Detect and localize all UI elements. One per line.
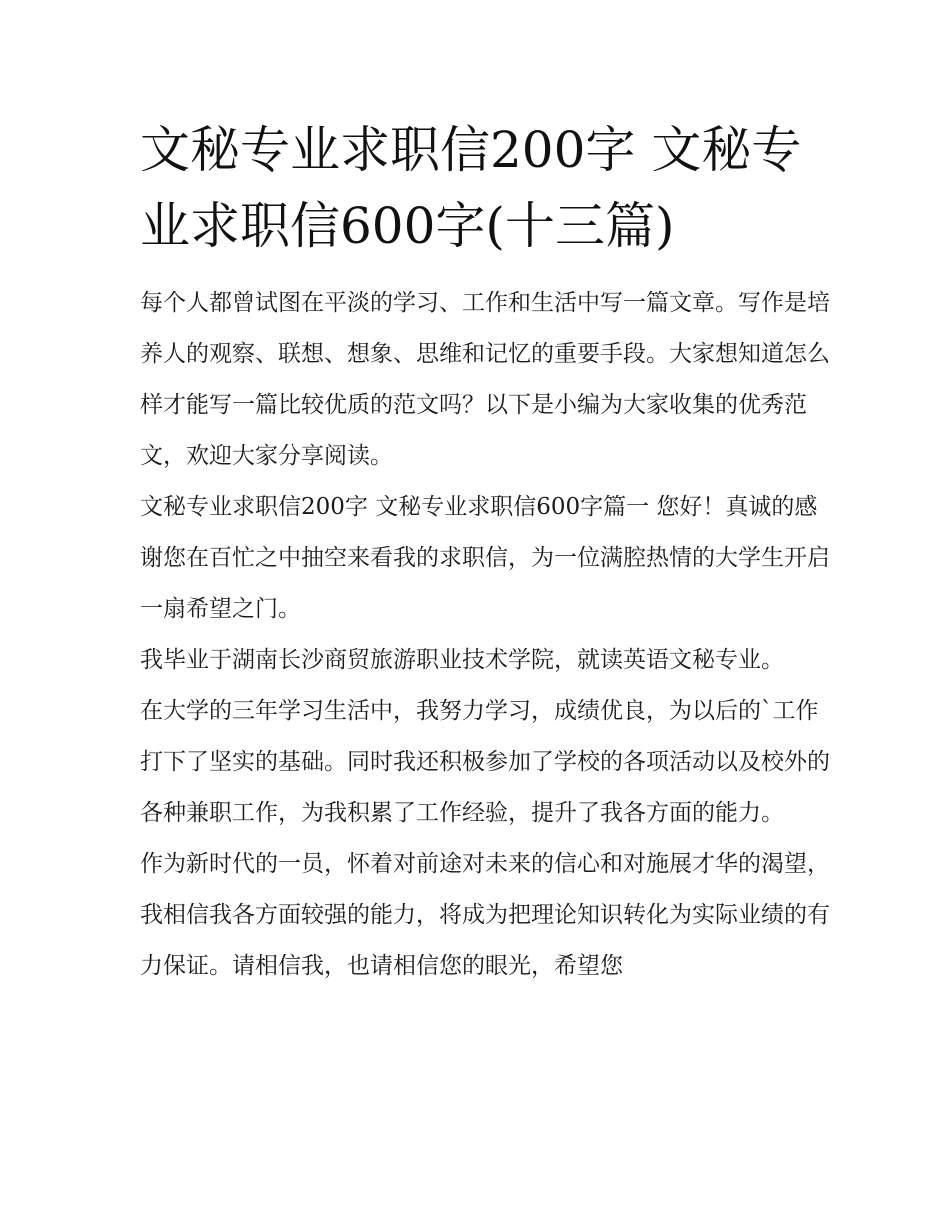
paragraph-education: 我毕业于湖南长沙商贸旅游职业技术学院，就读英语文秘专业。 [140, 647, 784, 673]
paragraph-intro: 每个人都曾试图在平淡的学习、工作和生活中写一篇文章。写作是培养人的观察、联想、想象、思维和记忆的重要手段。大家想知道怎么样才能写一篇比较优质的范文吗？以下是小编为大家收集的优秀范文，欢迎大家分享阅读。 [140, 290, 830, 469]
paragraph-college-life: 在大学的三年学习生活中，我努力学习，成绩优良，为以后的`工作打下了坚实的基础。同时我还积极参加了学校的各项活动以及校外的各种兼职工作，为我积累了工作经验，提升了我各方面的能力。 [140, 698, 830, 826]
paragraph-greeting: 文秘专业求职信200字 文秘专业求职信600字篇一 您好！真诚的感谢您在百忙之中抽空来看我的求职信，为一位满腔热情的大学生开启一扇希望之门。 [140, 494, 830, 622]
paragraph-confidence: 作为新时代的一员，怀着对前途对未来的信心和对施展才华的渴望，我相信我各方面较强的能力，将成为把理论知识转化为实际业绩的有力保证。请相信我，也请相信您的眼光，希望您 [140, 851, 830, 979]
document-body [140, 278, 830, 992]
document-title: 文秘专业求职信200字 文秘专业求职信600字(十三篇) [140, 121, 802, 255]
